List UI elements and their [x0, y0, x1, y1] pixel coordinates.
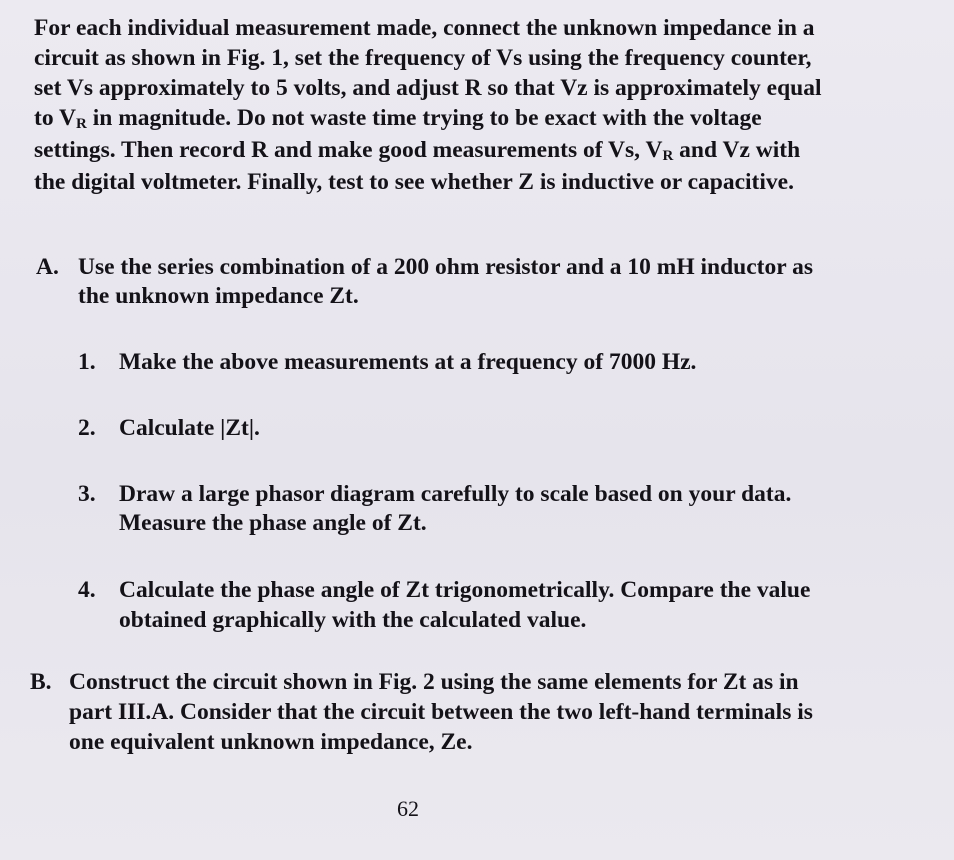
- item-4-number: 4.: [78, 577, 96, 603]
- part-b-line-2: part III.A. Consider that the circuit between the two left-hand terminals is: [69, 699, 813, 725]
- intro-line-5: settings. Then record R and make good measurements of Vs, $V_R$ and Vz with: [34, 137, 801, 164]
- intro-line-1: For each individual measurement made, connect the unknown impedance in a: [34, 15, 815, 41]
- item-4-text-line-1: Calculate the phase angle of Zt trigonometrically. Compare the value: [119, 577, 811, 603]
- item-3-text-line-2: Measure the phase angle of Zt.: [119, 510, 427, 536]
- item-1-text: Make the above measurements at a frequency of 7000 Hz.: [119, 349, 697, 375]
- part-b-line-3: one equivalent unknown impedance, Ze.: [69, 729, 473, 755]
- intro-line-2: circuit as shown in Fig. 1, set the frequency of Vs using the frequency counter,: [34, 45, 812, 71]
- part-a-line-2: the unknown impedance Zt.: [78, 283, 359, 309]
- intro-line-4: to $V_R$ in magnitude. Do not waste time trying to be exact with the voltage: [34, 105, 762, 132]
- item-3-number: 3.: [78, 481, 96, 507]
- item-3-text-line-1: Draw a large phasor diagram carefully to scale based on your data.: [119, 481, 792, 507]
- item-2-number: 2.: [78, 415, 96, 441]
- item-4-text-line-2: obtained graphically with the calculated value.: [119, 607, 587, 633]
- part-b-line-1: Construct the circuit shown in Fig. 2 using the same elements for Zt as in: [69, 669, 799, 695]
- page-number: 62: [397, 796, 419, 821]
- intro-line-3: set Vs approximately to 5 volts, and adjust R so that Vz is approximately equal: [34, 75, 822, 101]
- intro-line-6: the digital voltmeter. Finally, test to see whether Z is inductive or capacitive.: [34, 169, 794, 195]
- part-a-line-1: Use the series combination of a 200 ohm resistor and a 10 mH inductor as: [78, 254, 814, 280]
- item-2-text: Calculate |Zt|.: [119, 415, 260, 441]
- part-a-marker: A.: [36, 254, 59, 280]
- item-1-number: 1.: [78, 349, 96, 375]
- part-b-marker: B.: [30, 669, 52, 695]
